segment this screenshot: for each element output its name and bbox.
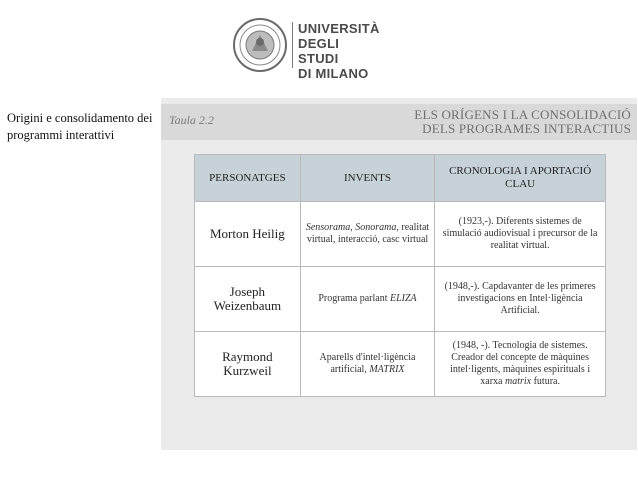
university-logo <box>228 14 380 81</box>
table-header-row <box>195 155 606 202</box>
invent-italic: Sensorama <box>305 222 351 233</box>
person-name: Raymond Kurzweil <box>195 332 301 397</box>
university-name <box>298 21 380 81</box>
invent-text: Aparells d'intel·ligència artificial, <box>319 352 416 375</box>
invent-cell <box>300 267 435 332</box>
figure-header-bar <box>161 104 637 140</box>
invent-separator: , <box>350 222 356 233</box>
table-figure-panel <box>161 98 637 450</box>
table-number-label: Taula 2.2 <box>169 113 214 127</box>
logo-line-1: UNIVERSITÀ <box>298 21 380 36</box>
table-row <box>195 332 606 397</box>
header-personatges: PERSONATGES <box>195 155 301 202</box>
invent-italic: ELIZA <box>389 293 417 304</box>
chronology-text: (1948, -). Tecnologia de sistemes. Creador del concepte de màquines intel·ligents, màquines espirituals i xarxa <box>450 340 591 387</box>
chronology-text: futura. <box>531 376 560 387</box>
table-row <box>195 202 606 267</box>
table-heading <box>414 108 631 136</box>
chronology-cell <box>435 332 606 397</box>
table-heading-line-2: DELS PROGRAMES INTERACTIUS <box>422 121 631 136</box>
chronology-cell: (1923,-). Diferents sistemes de simulació audiovisual i precursor de la realitat virtual. <box>435 202 606 267</box>
person-name: Morton Heilig <box>195 202 301 267</box>
logo-divider <box>292 22 293 68</box>
invent-cell <box>300 202 435 267</box>
university-seal-icon <box>232 17 288 73</box>
invent-text: , realitat virtual, interacció, casc virtual <box>306 222 430 245</box>
logo-line-3: DI MILANO <box>298 66 369 81</box>
table-row <box>195 267 606 332</box>
person-name: Joseph Weizenbaum <box>195 267 301 332</box>
pioneers-table <box>194 154 606 397</box>
logo-line-2: DEGLI STUDI <box>298 36 340 66</box>
header-invents: INVENTS <box>300 155 435 202</box>
chronology-italic: matrix <box>504 376 532 387</box>
invent-italic: Sonorama <box>355 222 397 233</box>
invent-italic: MATRIX <box>369 364 405 375</box>
invent-cell <box>300 332 435 397</box>
header-cronologia: CRONOLOGIA I APORTACIÓ CLAU <box>435 155 606 202</box>
slide-caption: Origini e consolidamento dei programmi interattivi <box>7 111 153 142</box>
invent-text: Programa parlant <box>318 293 390 304</box>
table-heading-line-1: ELS ORÍGENS I LA CONSOLIDACIÓ <box>414 107 631 122</box>
chronology-cell: (1948,-). Capdavanter de les primeres investigacions en Intel·ligència Artificial. <box>435 267 606 332</box>
